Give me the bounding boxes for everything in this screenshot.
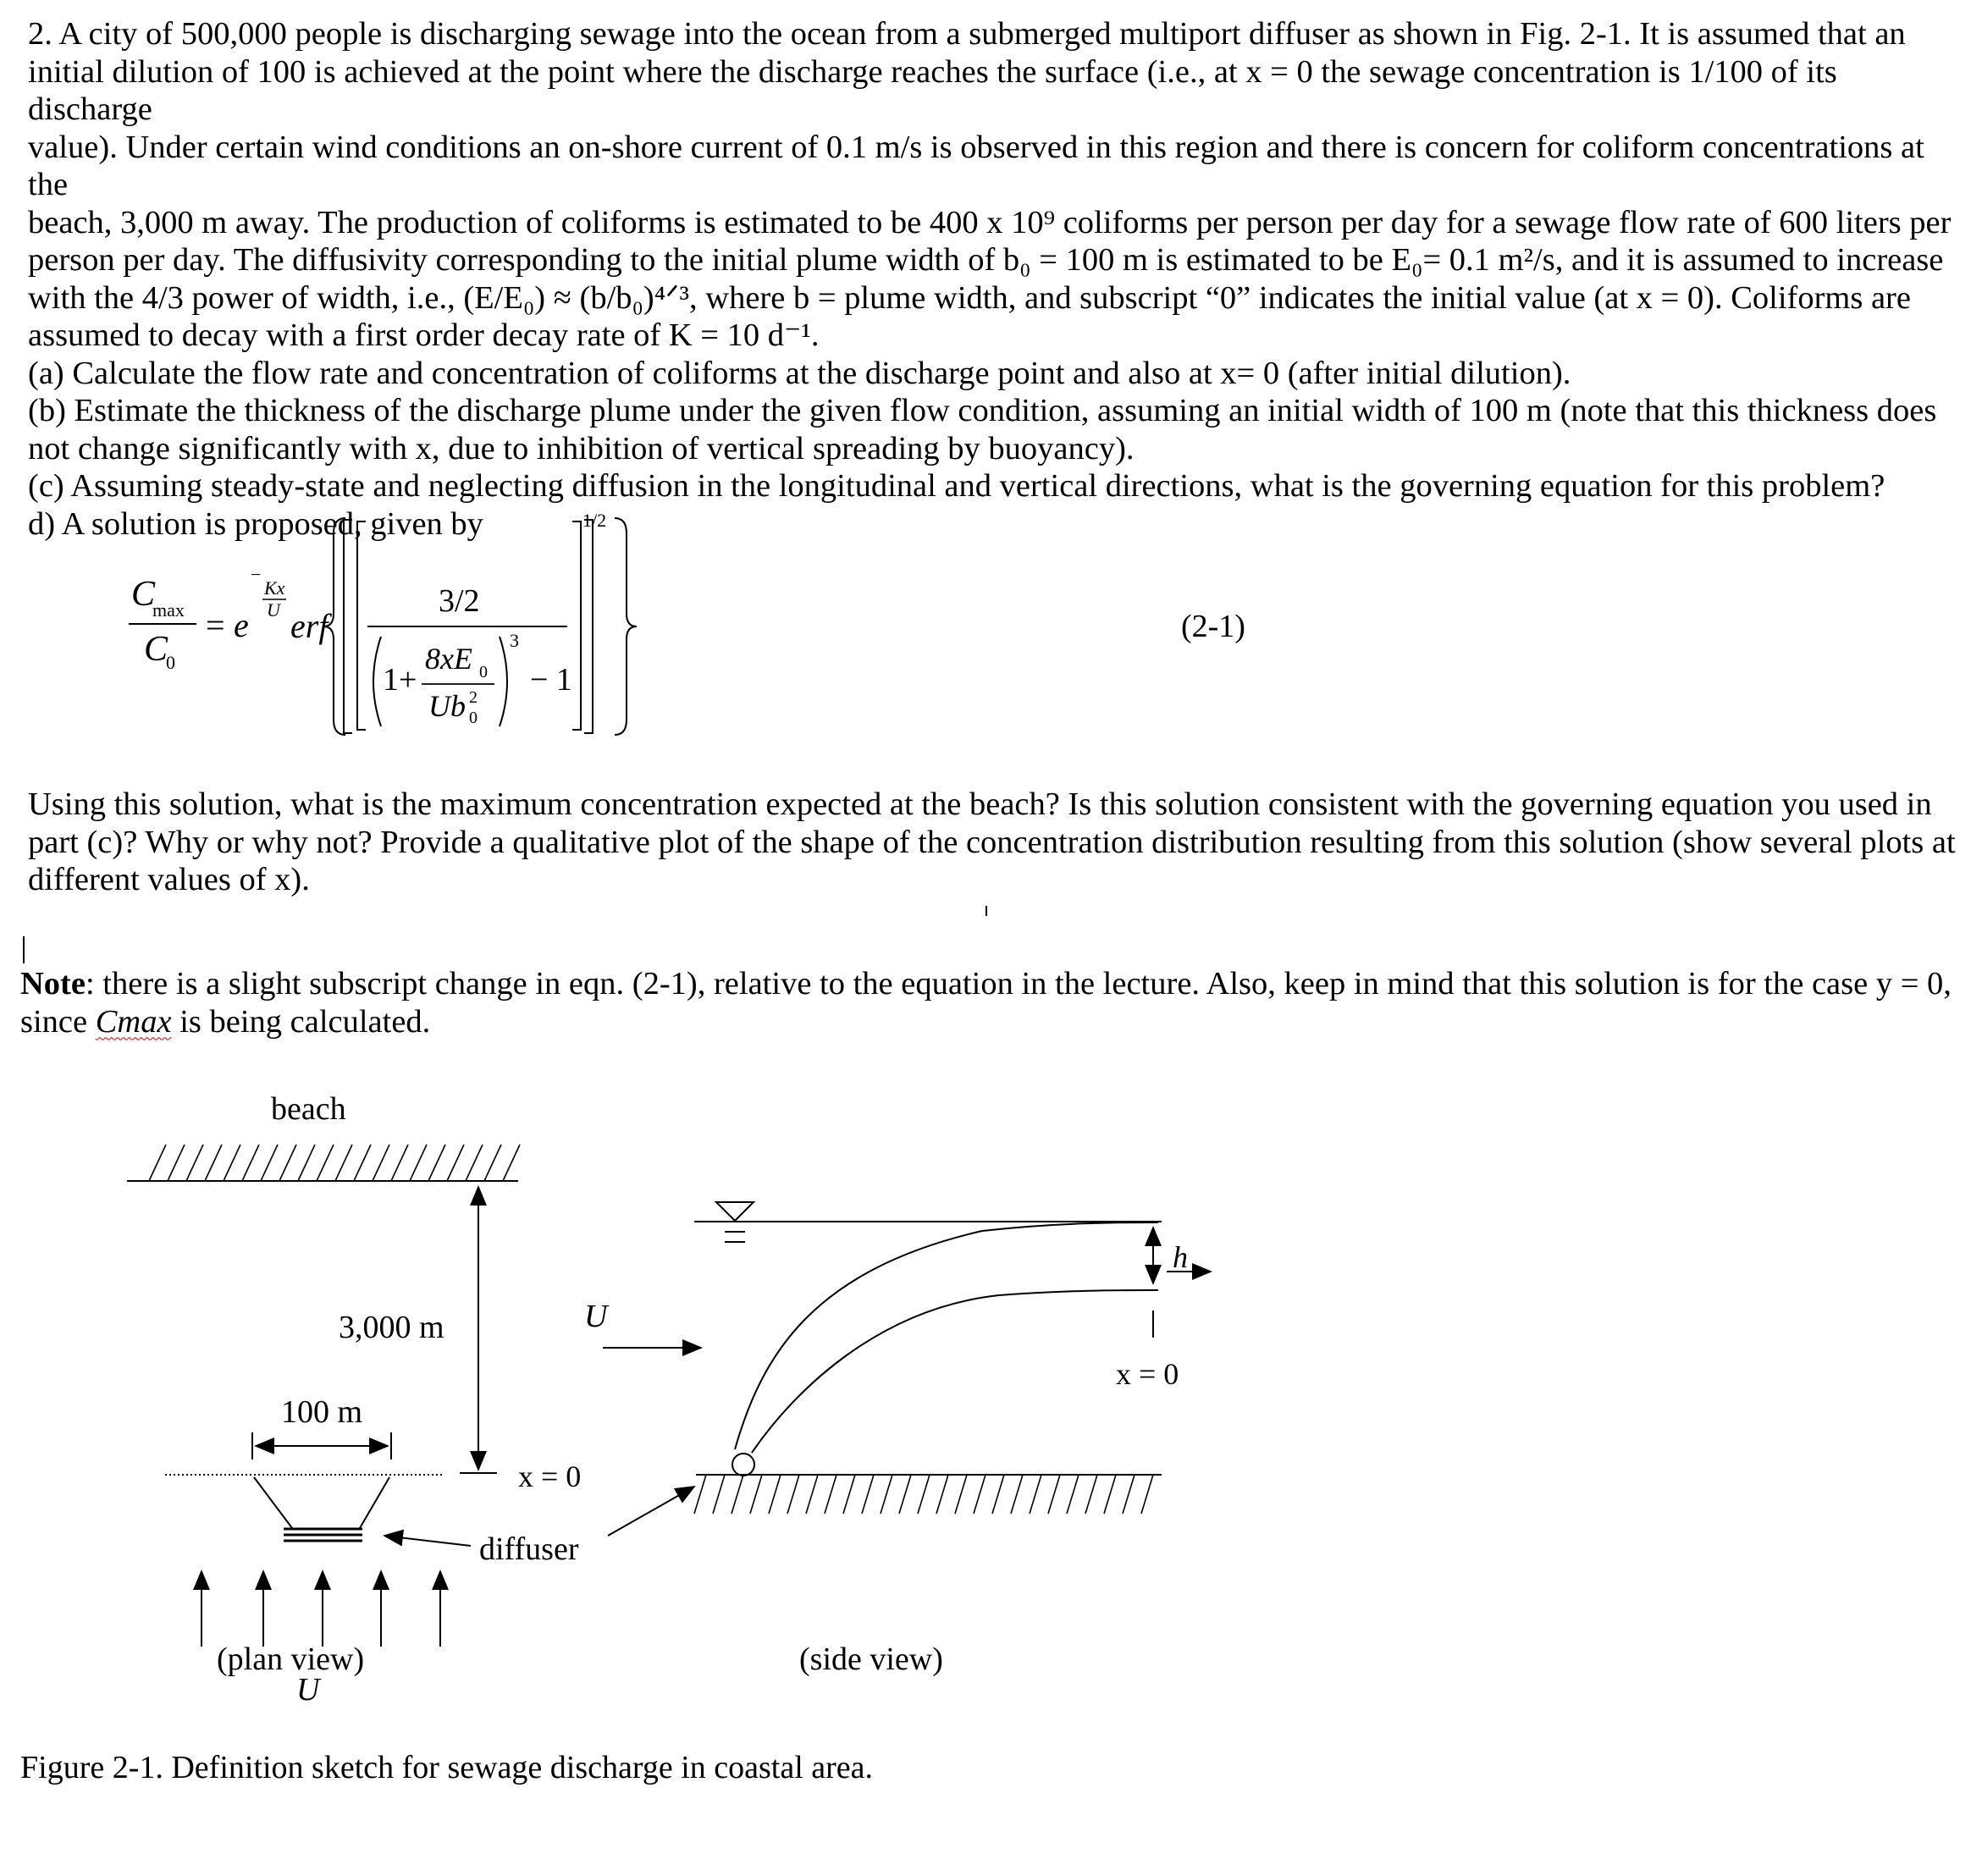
exp-denominator: U [267,599,280,621]
inner-right-bracket [572,521,581,730]
diffuser-label: diffuser [479,1531,579,1567]
note-cmax: Cmax [95,1003,172,1040]
main-numerator: 3/2 [439,583,480,619]
width-label: 100 m [281,1394,363,1430]
right-paren [500,637,507,726]
thickness-label: h [1173,1240,1188,1274]
note-line-1: : there is a slight subscript change in eqn. (2-1), relative to the equation in the lecture. Also, keep in mind that this solution is for the case y = 0, [85,966,1952,1001]
intro-line: value). Under certain wind conditions an on-shore current of 0.1 m/s is observed in this region and there is concern for coliform concentrations at the [28,129,1924,202]
exp-numerator: Kx [264,577,285,599]
seabed-hatching [694,1475,1153,1514]
outer-left-bracket [344,520,352,733]
part-a: (a) Calculate the flow rate and concentration of coliforms at the discharge point and also at x= 0 (after initial dilution). [28,355,1571,391]
inner-numerator-sub: 0 [479,663,488,681]
side-view-label: (side view) [799,1642,943,1677]
lhs-numerator: C [131,575,156,614]
outer-right-bracket [584,520,593,733]
exp-base: e [234,606,249,644]
lhs-denominator-sub: 0 [166,652,175,673]
plan-view-label: (plan view) [217,1642,365,1677]
note-line-2-pre: since [20,1003,96,1040]
plume-lower-boundary [752,1290,1158,1453]
x0-side-label: x = 0 [1116,1357,1179,1391]
plume-upper-boundary [735,1222,1158,1449]
inner-denominator: Ub [428,689,466,723]
one-plus: 1+ [383,662,417,698]
followup-line: Using this solution, what is the maximum concentration expected at the beach? Is this solution consistent with the governing equation you used in [28,786,1932,822]
inner-denominator-sub: 0 [469,709,478,727]
erf-function: erf [290,607,328,645]
power-exponent: 1/2 [582,510,607,531]
intro-line: person per day. The diffusivity corresponding to the initial plume width of b₀ = 100 m is estimated to be E₀= 0.1 m²/s, and it is assumed to increase [28,242,1944,278]
followup-line: part (c)? Why or why not? Provide a qualitative plot of the shape of the concentration distribution resulting from this solution (show several plots at [28,824,1956,860]
minus-one: − 1 [530,662,572,698]
inner-denominator-sup: 2 [469,688,478,707]
exp-minus: − [251,564,262,585]
inner-left-bracket [357,521,366,730]
part-c: (c) Assuming steady-state and neglecting diffusion in the longitudinal and vertical directions, what is the governing equation for this problem? [28,468,1885,504]
text-cursor [23,936,25,963]
followup-question [28,786,1967,899]
lhs-denominator: C [144,630,168,669]
figure-2-1 [0,1075,1982,1812]
intro-line: with the 4/3 power of width, i.e., (E/E₀) ≈ (b/b₀)⁴ᐟ³, where b = plume width, and subscript “0” indicates the initial value (at x = 0). Coliforms are [28,279,1911,316]
right-curly-brace [615,518,637,735]
part-b-line: not change significantly with x, due to inhibition of vertical spreading by buoyancy). [28,430,1135,466]
diffuser-side-pointer-arrow [608,1487,694,1536]
distance-label: 3,000 m [339,1310,444,1345]
left-curly-brace [323,518,345,735]
cube-exponent: 3 [510,630,519,651]
note-label: Note [20,966,86,1001]
diffuser-port [732,1454,754,1476]
stray-mark [985,906,987,916]
plume-outline [254,1477,389,1528]
water-surface-symbol [716,1202,754,1221]
diffuser-pointer-arrow [384,1536,471,1546]
x0-plan-label: x = 0 [518,1459,582,1493]
part-d: d) A solution is proposed, given by [28,505,483,542]
figure-caption: Figure 2-1. Definition sketch for sewage discharge in coastal area. [20,1750,873,1785]
beach-hatching [149,1145,520,1181]
equals-sign: = [206,606,225,644]
note-line-2-post: is being calculated. [171,1003,431,1040]
lhs-numerator-sub: max [152,599,185,621]
problem-statement [28,15,1967,543]
side-current-label: U [584,1299,608,1334]
inner-numerator: 8xE [425,642,472,676]
equation-2-1 [0,499,1355,753]
note [20,965,1959,1040]
part-b-line: (b) Estimate the thickness of the discharge plume under the given flow condition, assuming an initial width of 100 m (note that this thickness does [28,393,1937,428]
intro-line: assumed to decay with a first order decay rate of K = 10 d⁻¹. [28,317,820,353]
beach-label: beach [271,1091,346,1127]
intro-line: beach, 3,000 m away. The production of coliforms is estimated to be 400 x 10⁹ coliforms per person per day for a sewage flow rate of 600 liters per [28,204,1952,240]
intro-line: initial dilution of 100 is achieved at the point where the discharge reaches the surface (i.e., at x = 0 the sewage concentration is 1/100 of its discharge [28,53,1837,127]
intro-line: 2. A city of 500,000 people is discharging sewage into the ocean from a submerged multiport diffuser as shown in Fig. 2-1. It is assumed that an [28,16,1906,52]
left-paren [373,637,381,726]
current-arrows [202,1571,440,1647]
followup-line: different values of x). [28,862,310,897]
equation-number: (2-1) [1181,609,1245,644]
plan-current-label: U [296,1672,320,1708]
